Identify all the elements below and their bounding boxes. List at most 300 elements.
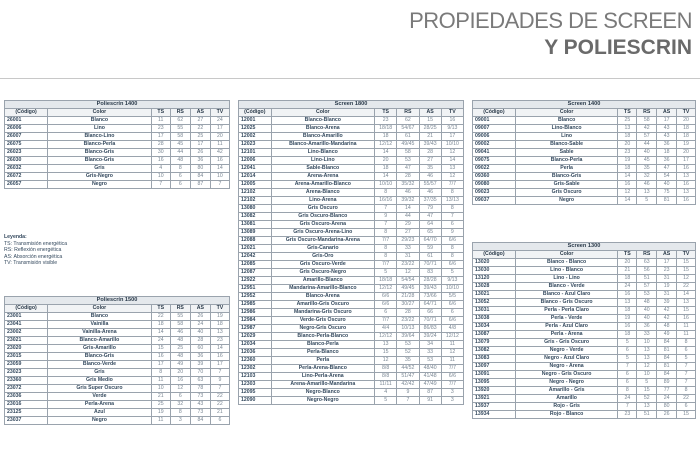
column-header-tv: TV bbox=[677, 251, 696, 259]
value-cell: 84 bbox=[657, 355, 677, 363]
color-name: Perla - Perla Claro bbox=[515, 307, 618, 315]
value-cell: 45 bbox=[637, 157, 657, 165]
color-name: Sable-Blanco bbox=[271, 165, 375, 173]
color-name: Amarillo-Blanco bbox=[271, 277, 375, 285]
value-cell: 24 bbox=[151, 337, 170, 345]
value-cell: 9/13 bbox=[441, 125, 463, 133]
product-code: 26006 bbox=[5, 125, 48, 133]
value-cell: 49 bbox=[170, 361, 190, 369]
value-cell: 14 bbox=[210, 345, 229, 353]
value-cell: 28/28 bbox=[419, 277, 441, 285]
product-code: 13082 bbox=[473, 347, 516, 355]
value-cell: 58 bbox=[170, 321, 190, 329]
value-cell: 13 bbox=[637, 403, 657, 411]
value-cell: 39 bbox=[190, 361, 210, 369]
value-cell: 11 bbox=[210, 141, 229, 149]
table-row bbox=[239, 125, 464, 133]
value-cell: 10/10 bbox=[441, 285, 463, 293]
column-header-as: AS bbox=[657, 251, 677, 259]
color-name: Blanco - Blanco bbox=[515, 259, 618, 267]
value-cell: 22 bbox=[210, 393, 229, 401]
value-cell: 16 bbox=[170, 377, 190, 385]
table-row bbox=[473, 339, 696, 347]
value-cell: 46 bbox=[397, 189, 419, 197]
value-cell: 35 bbox=[419, 165, 441, 173]
color-name: Amarillo - Gris bbox=[515, 387, 618, 395]
color-name: Perla-Arena bbox=[48, 401, 152, 409]
table-row bbox=[239, 309, 464, 317]
value-cell: 21/28 bbox=[397, 293, 419, 301]
value-cell: 42 bbox=[210, 149, 229, 157]
table-row bbox=[5, 401, 230, 409]
color-name: Blanco-Arena bbox=[271, 293, 375, 301]
value-cell: 21 bbox=[419, 133, 441, 141]
color-name: Sable bbox=[515, 149, 618, 157]
value-cell: 23 bbox=[210, 337, 229, 345]
table-row bbox=[473, 355, 696, 363]
value-cell: 34 bbox=[419, 341, 441, 349]
column-header-as: AS bbox=[419, 109, 441, 117]
value-cell: 13 bbox=[677, 299, 696, 307]
product-code: 23002 bbox=[5, 329, 48, 337]
table-row bbox=[473, 275, 696, 283]
product-code: 12922 bbox=[239, 277, 272, 285]
table-poliescrin-1400 bbox=[4, 100, 230, 189]
value-cell: 22 bbox=[677, 283, 696, 291]
value-cell: 24 bbox=[657, 395, 677, 403]
value-cell: 48 bbox=[657, 323, 677, 331]
product-code: 13921 bbox=[473, 395, 516, 403]
value-cell: 11/11 bbox=[375, 381, 397, 389]
value-cell: 44 bbox=[170, 149, 190, 157]
value-cell: 7/7 bbox=[441, 381, 463, 389]
value-cell: 43 bbox=[657, 125, 677, 133]
column-header-color: Color bbox=[271, 109, 375, 117]
value-cell: 6 bbox=[375, 309, 397, 317]
value-cell: 65 bbox=[419, 229, 441, 237]
table-row bbox=[239, 237, 464, 245]
value-cell: 6/6 bbox=[375, 301, 397, 309]
value-cell: 22 bbox=[190, 125, 210, 133]
value-cell: 16 bbox=[677, 181, 696, 189]
color-name: Vainilla-Arena bbox=[48, 329, 152, 337]
table-row bbox=[473, 291, 696, 299]
value-cell: 6 bbox=[210, 417, 229, 425]
product-code: 23360 bbox=[5, 377, 48, 385]
value-cell: 17 bbox=[441, 133, 463, 141]
value-cell: 6 bbox=[441, 309, 463, 317]
color-name: Negro bbox=[515, 197, 618, 205]
product-code: 12005 bbox=[239, 181, 272, 189]
color-name: Verde bbox=[48, 393, 152, 401]
value-cell: 26 bbox=[190, 149, 210, 157]
value-cell: 24 bbox=[618, 283, 637, 291]
value-cell: 13 bbox=[210, 329, 229, 337]
value-cell: 30 bbox=[151, 149, 170, 157]
table-row bbox=[473, 371, 696, 379]
value-cell: 28 bbox=[190, 337, 210, 345]
column-header-code: (Código) bbox=[239, 109, 272, 117]
product-code: 12025 bbox=[239, 125, 272, 133]
value-cell: 7/7 bbox=[441, 365, 463, 373]
header-divider bbox=[0, 78, 700, 79]
table-row bbox=[239, 149, 464, 157]
value-cell: 20 bbox=[677, 149, 696, 157]
value-cell: 81 bbox=[657, 347, 677, 355]
value-cell: 10/13 bbox=[397, 325, 419, 333]
legend bbox=[4, 234, 67, 267]
value-cell: 29/23 bbox=[397, 237, 419, 245]
value-cell: 62 bbox=[397, 117, 419, 125]
value-cell: 7 bbox=[441, 213, 463, 221]
color-name: Blanco-Gris bbox=[48, 157, 152, 165]
value-cell: 8/8 bbox=[375, 365, 397, 373]
value-cell: 5 bbox=[637, 379, 657, 387]
color-name: Amarillo-Gris Oscuro bbox=[271, 301, 375, 309]
value-cell: 8 bbox=[375, 253, 397, 261]
table-row bbox=[5, 321, 230, 329]
product-code: 12021 bbox=[239, 245, 272, 253]
color-name: Gris-Sable bbox=[515, 181, 618, 189]
value-cell: 16 bbox=[210, 353, 229, 361]
table-row bbox=[239, 197, 464, 205]
value-cell: 58 bbox=[397, 149, 419, 157]
table-row bbox=[5, 149, 230, 157]
color-name: Vainilla bbox=[48, 321, 152, 329]
color-name: Lino-Blanco bbox=[515, 125, 618, 133]
value-cell: 64/71 bbox=[419, 301, 441, 309]
value-cell: 10 bbox=[151, 385, 170, 393]
value-cell: 15 bbox=[419, 117, 441, 125]
column-header-rs: RS bbox=[170, 109, 190, 117]
product-code: 26001 bbox=[5, 117, 48, 125]
color-name: Gris-Negro bbox=[48, 173, 152, 181]
value-cell: 12 bbox=[375, 357, 397, 365]
product-code: 13079 bbox=[473, 339, 516, 347]
color-name: Blanco-Amarillo bbox=[271, 133, 375, 141]
product-code: 09080 bbox=[473, 181, 516, 189]
value-cell: 78 bbox=[190, 385, 210, 393]
value-cell: 62 bbox=[170, 117, 190, 125]
color-name: Perla - Verde bbox=[515, 315, 618, 323]
value-cell: 42/42 bbox=[397, 381, 419, 389]
value-cell: 73/66 bbox=[419, 293, 441, 301]
value-cell: 18 bbox=[210, 321, 229, 329]
value-cell: 91 bbox=[419, 397, 441, 405]
color-name: Blanco bbox=[48, 117, 152, 125]
product-code: 13120 bbox=[473, 275, 516, 283]
value-cell: 84 bbox=[657, 371, 677, 379]
value-cell: 47 bbox=[397, 165, 419, 173]
product-code: 12090 bbox=[239, 397, 272, 405]
value-cell: 47/49 bbox=[419, 381, 441, 389]
color-name: Negro bbox=[48, 181, 152, 189]
value-cell: 89 bbox=[657, 379, 677, 387]
product-code: 23021 bbox=[5, 337, 48, 345]
value-cell: 5 bbox=[637, 197, 657, 205]
table-row bbox=[239, 245, 464, 253]
product-code: 12006 bbox=[239, 157, 272, 165]
value-cell: 25 bbox=[151, 401, 170, 409]
value-cell: 53 bbox=[419, 357, 441, 365]
value-cell: 8 bbox=[170, 165, 190, 173]
value-cell: 61 bbox=[397, 133, 419, 141]
value-cell: 8 bbox=[441, 205, 463, 213]
column-header-ts: TS bbox=[151, 305, 170, 313]
legend-item-as: AS: Absorción energética bbox=[4, 253, 63, 260]
value-cell: 5/5 bbox=[441, 293, 463, 301]
value-cell: 58 bbox=[637, 117, 657, 125]
table-row bbox=[5, 125, 230, 133]
column-header-as: AS bbox=[657, 109, 677, 117]
value-cell: 13 bbox=[637, 189, 657, 197]
product-code: 12985 bbox=[239, 301, 272, 309]
product-code: 13937 bbox=[473, 403, 516, 411]
value-cell: 53 bbox=[637, 291, 657, 299]
table-row bbox=[5, 133, 230, 141]
value-cell: 12 bbox=[170, 385, 190, 393]
table-row bbox=[5, 313, 230, 321]
table-row bbox=[5, 165, 230, 173]
value-cell: 44 bbox=[637, 141, 657, 149]
value-cell: 54/67 bbox=[397, 125, 419, 133]
color-name: Gris bbox=[48, 165, 152, 173]
color-name: Azul bbox=[48, 409, 152, 417]
value-cell: 47 bbox=[419, 213, 441, 221]
value-cell: 41/48 bbox=[419, 373, 441, 381]
product-code: 09037 bbox=[473, 197, 516, 205]
value-cell: 13 bbox=[637, 347, 657, 355]
color-name: Negro-Negro bbox=[271, 397, 375, 405]
value-cell: 15 bbox=[677, 259, 696, 267]
value-cell: 73 bbox=[190, 409, 210, 417]
value-cell: 25 bbox=[190, 133, 210, 141]
value-cell: 55 bbox=[170, 125, 190, 133]
value-cell: 6 bbox=[618, 371, 637, 379]
value-cell: 7 bbox=[210, 385, 229, 393]
value-cell: 81 bbox=[657, 197, 677, 205]
value-cell: 55 bbox=[170, 313, 190, 321]
value-cell: 42 bbox=[657, 315, 677, 323]
value-cell: 18 bbox=[618, 275, 637, 283]
product-code: 12095 bbox=[239, 389, 272, 397]
value-cell: 27 bbox=[190, 117, 210, 125]
value-cell: 8 bbox=[618, 387, 637, 395]
value-cell: 29 bbox=[397, 221, 419, 229]
column-header-code: (Código) bbox=[5, 109, 48, 117]
table-row bbox=[239, 333, 464, 341]
value-cell: 70 bbox=[190, 369, 210, 377]
product-code: 26057 bbox=[5, 181, 48, 189]
product-code: 12987 bbox=[239, 325, 272, 333]
value-cell: 46 bbox=[419, 173, 441, 181]
value-cell: 6 bbox=[677, 403, 696, 411]
product-code: 23015 bbox=[5, 353, 48, 361]
value-cell: 51 bbox=[637, 411, 657, 419]
color-name: Lino-Arena bbox=[271, 197, 375, 205]
value-cell: 36 bbox=[190, 353, 210, 361]
column-header-code: (Código) bbox=[473, 109, 516, 117]
color-name: Blanco - Azul Claro bbox=[515, 291, 618, 299]
value-cell: 18 bbox=[375, 133, 397, 141]
color-name: Blanco-Verde bbox=[48, 361, 152, 369]
color-name: Lino bbox=[515, 133, 618, 141]
value-cell: 23 bbox=[657, 267, 677, 275]
value-cell: 57 bbox=[637, 133, 657, 141]
color-name: Blanco-Perla bbox=[271, 341, 375, 349]
color-name: Gris Super Oscuro bbox=[48, 385, 152, 393]
value-cell: 46 bbox=[637, 181, 657, 189]
table-row bbox=[239, 165, 464, 173]
value-cell: 23 bbox=[151, 125, 170, 133]
value-cell: 17 bbox=[151, 361, 170, 369]
product-code: 12002 bbox=[239, 133, 272, 141]
value-cell: 18/18 bbox=[375, 277, 397, 285]
value-cell: 26 bbox=[190, 313, 210, 321]
value-cell: 9 bbox=[210, 377, 229, 385]
table-row bbox=[473, 197, 696, 205]
value-cell: 12/12 bbox=[375, 141, 397, 149]
color-name: Perla - Arena bbox=[515, 331, 618, 339]
value-cell: 52 bbox=[397, 349, 419, 357]
table-row bbox=[473, 379, 696, 387]
value-cell: 84 bbox=[190, 173, 210, 181]
value-cell: 7 bbox=[375, 221, 397, 229]
value-cell: 13 bbox=[637, 355, 657, 363]
table-row bbox=[239, 181, 464, 189]
value-cell: 6/6 bbox=[441, 237, 463, 245]
value-cell: 8 bbox=[375, 245, 397, 253]
color-name: Negro - Verde bbox=[515, 347, 618, 355]
page-title-line1: PROPIEDADES DE SCREEN bbox=[409, 8, 692, 33]
value-cell: 3 bbox=[441, 389, 463, 397]
value-cell: 6 bbox=[618, 379, 637, 387]
value-cell: 36 bbox=[657, 157, 677, 165]
column-header-color: Color bbox=[515, 109, 618, 117]
value-cell: 18 bbox=[618, 331, 637, 339]
color-name: Arena-Amarillo-Blanco bbox=[271, 181, 375, 189]
product-code: 12103 bbox=[239, 373, 272, 381]
table-screen-1800 bbox=[238, 100, 464, 405]
value-cell: 6 bbox=[441, 221, 463, 229]
table-row bbox=[473, 323, 696, 331]
table-row bbox=[239, 317, 464, 325]
product-code: 26007 bbox=[5, 133, 48, 141]
value-cell: 5 bbox=[375, 397, 397, 405]
color-name: Lino-Lino bbox=[271, 157, 375, 165]
value-cell: 19 bbox=[210, 313, 229, 321]
value-cell: 60 bbox=[190, 345, 210, 353]
value-cell: 7/7 bbox=[375, 237, 397, 245]
column-header-tv: TV bbox=[210, 305, 229, 313]
value-cell: 5 bbox=[677, 355, 696, 363]
value-cell: 18 bbox=[375, 165, 397, 173]
value-cell: 39/24 bbox=[419, 333, 441, 341]
value-cell: 6/6 bbox=[441, 301, 463, 309]
color-name: Gris-Oro bbox=[271, 253, 375, 261]
value-cell: 3 bbox=[170, 417, 190, 425]
value-cell: 12/12 bbox=[441, 333, 463, 341]
value-cell: 31 bbox=[397, 253, 419, 261]
value-cell: 53 bbox=[397, 341, 419, 349]
value-cell: 21 bbox=[151, 393, 170, 401]
table-row bbox=[473, 173, 696, 181]
product-code: 13095 bbox=[473, 379, 516, 387]
value-cell: 20 bbox=[170, 369, 190, 377]
product-code: 13082 bbox=[239, 213, 272, 221]
color-name: Gris Oscuro-Mandarina-Arena bbox=[271, 237, 375, 245]
value-cell: 80 bbox=[657, 403, 677, 411]
value-cell: 83 bbox=[419, 269, 441, 277]
value-cell: 18 bbox=[618, 165, 637, 173]
value-cell: 10 bbox=[637, 371, 657, 379]
value-cell: 12 bbox=[677, 275, 696, 283]
table-row bbox=[239, 301, 464, 309]
product-code: 13091 bbox=[473, 371, 516, 379]
value-cell: 36 bbox=[637, 323, 657, 331]
color-name: Perla bbox=[515, 165, 618, 173]
value-cell: 35/32 bbox=[397, 181, 419, 189]
value-cell: 15 bbox=[375, 349, 397, 357]
column-header-ts: TS bbox=[151, 109, 170, 117]
table-row bbox=[5, 361, 230, 369]
table-row bbox=[5, 337, 230, 345]
table-row bbox=[239, 325, 464, 333]
value-cell: 19 bbox=[618, 315, 637, 323]
product-code: 13028 bbox=[473, 283, 516, 291]
color-name: Negro-Blanco bbox=[271, 389, 375, 397]
value-cell: 21 bbox=[210, 409, 229, 417]
value-cell: 23/22 bbox=[397, 317, 419, 325]
value-cell: 51/47 bbox=[397, 373, 419, 381]
product-code: 09360 bbox=[473, 173, 516, 181]
product-code: 23016 bbox=[5, 401, 48, 409]
table-row bbox=[473, 403, 696, 411]
value-cell: 4/4 bbox=[375, 325, 397, 333]
value-cell: 7 bbox=[677, 379, 696, 387]
color-name: Gris-Amarillo bbox=[48, 345, 152, 353]
value-cell: 17 bbox=[151, 133, 170, 141]
table-row bbox=[473, 141, 696, 149]
product-code: 23001 bbox=[5, 313, 48, 321]
value-cell: 9 bbox=[397, 389, 419, 397]
value-cell: 8 bbox=[677, 339, 696, 347]
table-caption: Screen 1300 bbox=[473, 243, 696, 251]
value-cell: 17 bbox=[210, 125, 229, 133]
color-name: Blanco-Amarillo bbox=[48, 337, 152, 345]
table-row bbox=[473, 181, 696, 189]
value-cell: 75 bbox=[657, 189, 677, 197]
value-cell: 56 bbox=[637, 267, 657, 275]
product-code: 23037 bbox=[5, 417, 48, 425]
value-cell: 13 bbox=[375, 341, 397, 349]
value-cell: 14 bbox=[618, 197, 637, 205]
table-row bbox=[473, 299, 696, 307]
column-header-code: (Código) bbox=[473, 251, 516, 259]
color-name: Arena-Amarillo-Mandarina bbox=[271, 381, 375, 389]
value-cell: 16 bbox=[618, 323, 637, 331]
product-code: 12952 bbox=[239, 293, 272, 301]
legend-item-rs: RS: Reflexión energética bbox=[4, 247, 62, 253]
product-code: 13083 bbox=[473, 355, 516, 363]
value-cell: 8 bbox=[677, 387, 696, 395]
color-name: Gris Oscuro-Verde bbox=[271, 261, 375, 269]
value-cell: 36 bbox=[190, 157, 210, 165]
value-cell: 20 bbox=[618, 141, 637, 149]
column-header-color: Color bbox=[48, 109, 152, 117]
value-cell: 18 bbox=[618, 307, 637, 315]
value-cell: 64/70 bbox=[419, 237, 441, 245]
